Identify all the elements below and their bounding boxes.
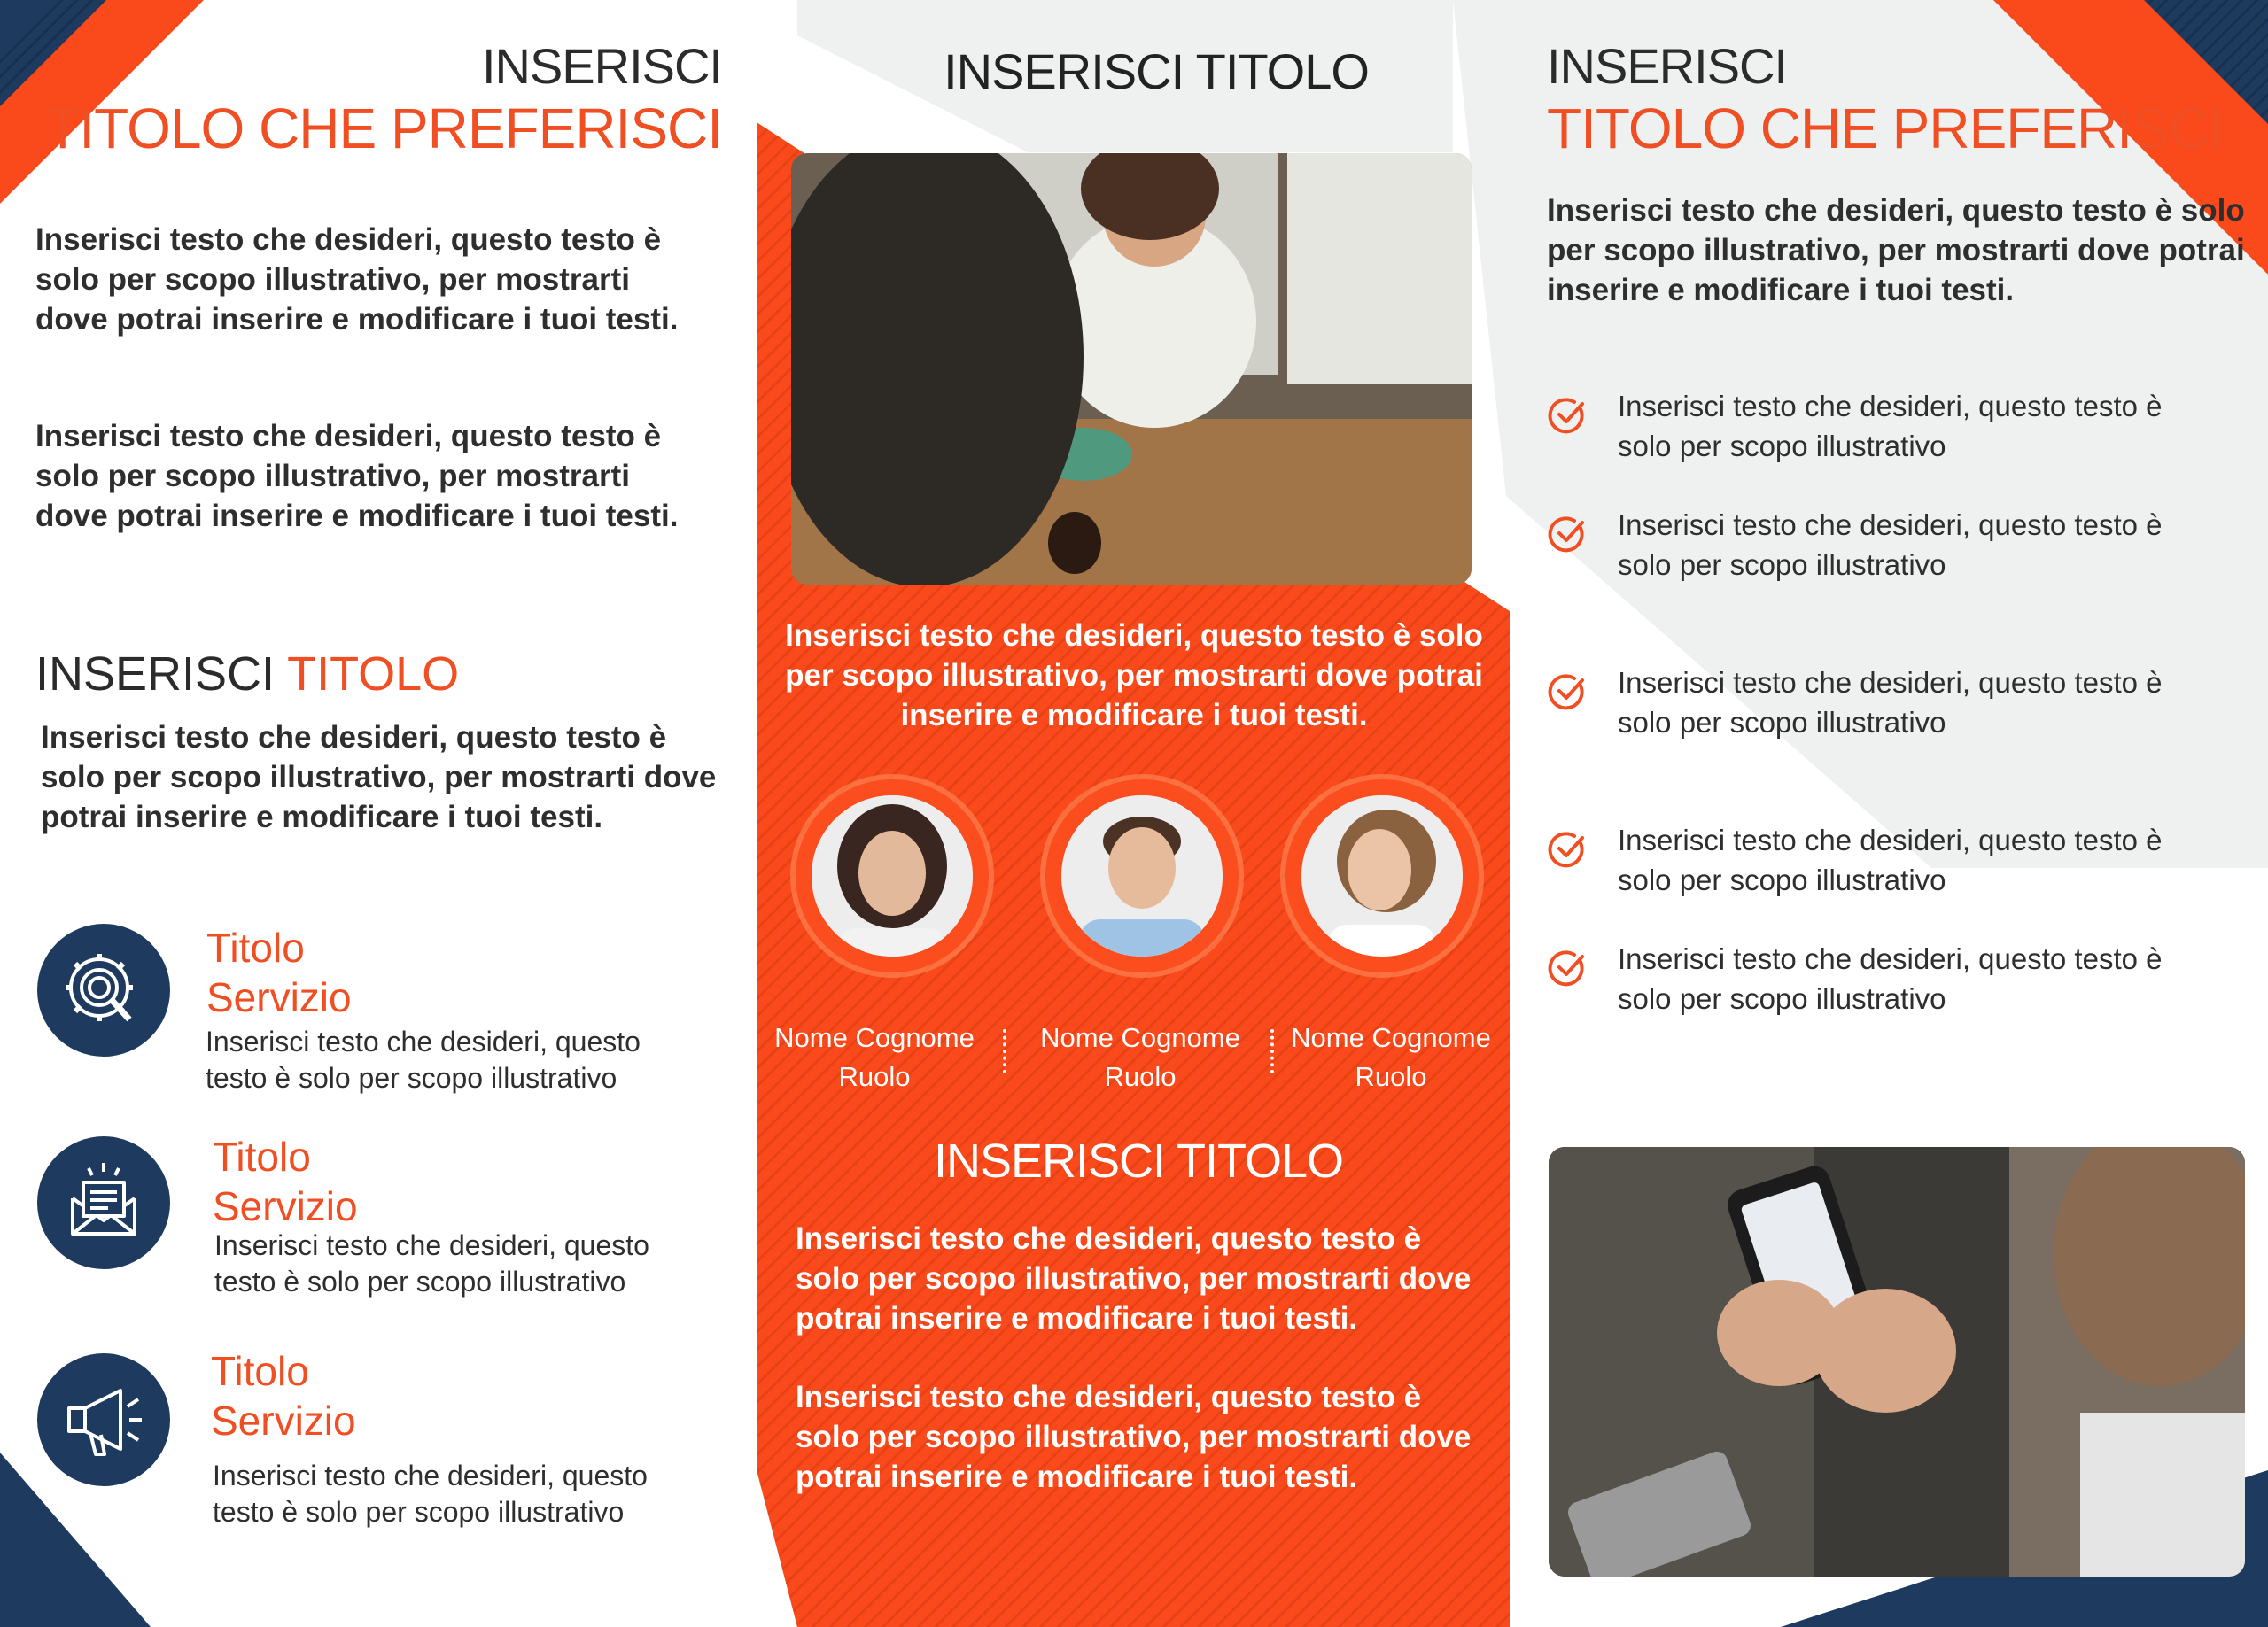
service-2-text: Inserisci testo che desideri, questo testo è solo per scopo illustrativo [214, 1229, 649, 1298]
team-member-3-avatar [1285, 779, 1479, 972]
service-1-title [206, 923, 352, 1022]
team-member-3-name: Nome Cognome [1291, 1022, 1491, 1053]
left-section-title-part1: INSERISCI [35, 647, 288, 701]
right-heading-line1: INSERISCI [1547, 38, 1788, 94]
check-circle-icon [1547, 671, 1588, 712]
gear-search-icon [37, 924, 170, 1057]
check-circle-icon [1547, 948, 1588, 988]
checklist-item-text: Inserisci testo che desideri, questo testo è solo per scopo illustrativo [1618, 942, 2163, 1015]
team-member-1-name: Nome Cognome [774, 1022, 975, 1053]
checklist-item-text: Inserisci testo che desideri, questo testo è solo per scopo illustrativo [1618, 508, 2163, 581]
service-3-title [211, 1346, 356, 1445]
team-member-3-role: Ruolo [1355, 1061, 1427, 1092]
middle-paragraph-2: Inserisci testo che desideri, questo testo è solo per scopo illustrativo, per mostrarti dove potrai inserire e modificare i tuoi testi. [796, 1221, 1472, 1336]
service-2-title [213, 1132, 358, 1231]
team-member-2-role: Ruolo [1104, 1061, 1177, 1092]
service-1-title-line2: Servizio [206, 974, 352, 1020]
team-member-1 [764, 1019, 985, 1096]
check-circle-icon [1547, 395, 1588, 436]
middle-top-title: INSERISCI TITOLO [944, 43, 1369, 99]
team-member-2-name: Nome Cognome [1040, 1022, 1240, 1053]
team-divider-2 [1270, 1029, 1274, 1073]
phone-user-photo [1549, 1147, 2245, 1577]
service-2-title-line2: Servizio [213, 1183, 358, 1229]
team-member-1-role: Ruolo [838, 1061, 911, 1092]
checklist-item-text: Inserisci testo che desideri, questo testo è solo per scopo illustrativo [1618, 390, 2163, 462]
middle-paragraph-3: Inserisci testo che desideri, questo testo è solo per scopo illustrativo, per mostrarti dove potrai inserire e modificare i tuoi testi. [796, 1380, 1472, 1494]
service-3-text: Inserisci testo che desideri, questo testo è solo per scopo illustrativo [213, 1460, 648, 1528]
checklist-item-text: Inserisci testo che desideri, questo testo è solo per scopo illustrativo [1618, 666, 2163, 739]
service-3-title-line1: Titolo [211, 1348, 309, 1394]
left-section-title-part2: TITOLO [287, 647, 460, 701]
team-member-3 [1280, 1019, 1502, 1096]
service-1-title-line1: Titolo [206, 925, 305, 971]
check-circle-icon [1547, 514, 1588, 554]
left-paragraph-2: Inserisci testo che desideri, questo testo è solo per scopo illustrativo, per mostrarti dove potrai inserire e modificare i tuoi testi. [35, 419, 679, 533]
right-paragraph-1: Inserisci testo che desideri, questo testo è solo per scopo illustrativo, per mostrarti dove potrai inserire e modificare i tuoi testi. [1547, 193, 2245, 307]
checklist-item-text: Inserisci testo che desideri, questo testo è solo per scopo illustrativo [1618, 824, 2163, 896]
left-heading-line2: TITOLO CHE PREFERISCI [45, 97, 722, 160]
right-heading-line2: TITOLO CHE PREFERISCI [1547, 97, 2224, 160]
team-divider-1 [1003, 1029, 1006, 1073]
service-3-title-line2: Servizio [211, 1398, 356, 1444]
left-paragraph-3: Inserisci testo che desideri, questo testo è solo per scopo illustrativo, per mostrarti dove potrai inserire e modificare i tuoi testi. [41, 720, 717, 834]
middle-section-title: INSERISCI TITOLO [933, 1135, 1344, 1188]
left-paragraph-1: Inserisci testo che desideri, questo testo è solo per scopo illustrativo, per mostrarti dove potrai inserire e modificare i tuoi testi. [35, 222, 679, 337]
service-2-title-line1: Titolo [213, 1134, 311, 1180]
team-member-2-avatar [1045, 779, 1239, 972]
middle-paragraph-1: Inserisci testo che desideri, questo testo è solo per scopo illustrativo, per mostrarti dove potrai inserire e modificare i tuoi testi. [785, 618, 1483, 732]
left-section-title [35, 647, 459, 701]
check-circle-icon [1547, 829, 1588, 870]
newsletter-envelope-icon [37, 1136, 170, 1269]
service-1-text: Inserisci testo che desideri, questo testo è solo per scopo illustrativo [206, 1026, 641, 1094]
cafe-conversation-photo [791, 153, 1472, 585]
megaphone-icon [37, 1353, 170, 1486]
team-member-2 [1029, 1019, 1251, 1096]
team-member-1-avatar [796, 779, 989, 972]
left-heading-line1: INSERISCI [481, 38, 722, 94]
